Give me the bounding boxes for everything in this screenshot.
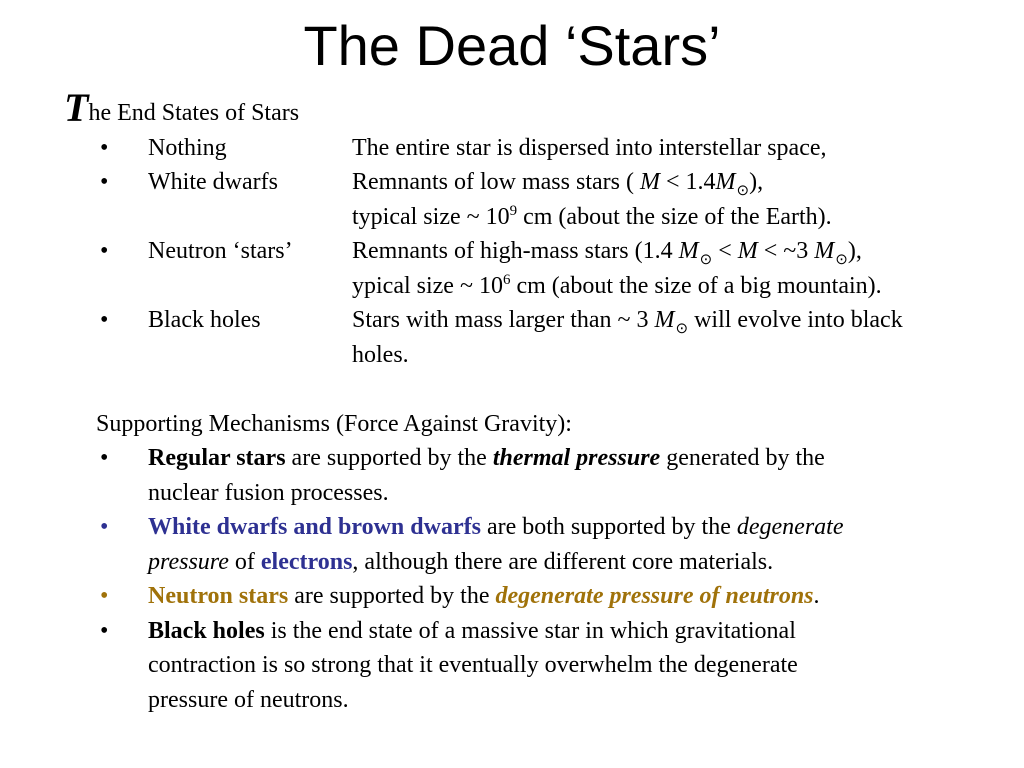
mechanism-item: • Regular stars are supported by the thermal pressure generated by the nuclear fusion processes. — [64, 441, 1014, 510]
sun-symbol-icon: ⊙ — [675, 321, 689, 337]
bullet: • — [100, 617, 109, 644]
heading-initial: T — [64, 85, 89, 130]
end-state-desc: Stars with mass larger than ~ 3 $M_⊙$ will evolve into black — [352, 307, 903, 337]
bullet: • — [100, 134, 109, 161]
bullet: • — [100, 307, 109, 333]
end-state-continuation: typical size ~ $10^9$ cm (about the size of the Earth). — [352, 202, 832, 230]
bullet: • — [100, 445, 109, 471]
slide-title: The Dead ‘Stars’ — [303, 14, 721, 77]
end-state-term: White dwarfs — [148, 169, 278, 195]
end-state-continuation: ypical size ~ $10^6$ cm (about the size of a big mountain). — [352, 271, 882, 299]
bullet: • — [100, 583, 109, 609]
end-state-item — [64, 234, 1014, 269]
end-state-desc: Remnants of high-mass stars (1.4 $M_⊙ < M$ < ~3 $M_⊙$), — [352, 238, 862, 268]
sun-symbol-icon: ⊙ — [835, 252, 848, 268]
section-heading — [64, 85, 1014, 131]
mechanisms-heading: Supporting Mechanisms (Force Against Gravity): — [96, 410, 572, 437]
end-state-item — [64, 303, 1014, 338]
end-state-term: Neutron ‘stars’ — [148, 238, 293, 264]
bullet: • — [100, 169, 109, 195]
mechanism-item: • Neutron stars are supported by the degenerate pressure of neutrons. — [64, 579, 1014, 614]
sun-symbol-icon: ⊙ — [736, 183, 750, 199]
bullet: • — [100, 514, 109, 540]
end-state-term: Black holes — [148, 307, 261, 333]
bullet: • — [100, 238, 109, 264]
heading-text: he End States of Stars — [88, 100, 300, 126]
mechanism-item: • White dwarfs and brown dwarfs are both supported by the degenerate pressure of electrons, although there are different core materials. — [64, 510, 1014, 579]
mechanism-item: • Black holes is the end state of a massive star in which gravitational contraction is so strong that it eventually overwhelm the degenerate pressure of neutrons. — [64, 614, 1014, 718]
sun-symbol-icon: ⊙ — [699, 252, 713, 268]
end-state-item — [64, 131, 1014, 166]
end-state-item — [64, 165, 1014, 200]
end-state-term: Nothing — [148, 134, 227, 161]
end-state-desc: The entire star is dispersed into interstellar space, — [352, 134, 827, 161]
end-state-desc: Remnants of low mass stars ( $M < 1.4M_⊙$), — [352, 169, 764, 199]
slide-body — [64, 85, 1014, 717]
end-state-continuation: holes. — [352, 341, 409, 368]
